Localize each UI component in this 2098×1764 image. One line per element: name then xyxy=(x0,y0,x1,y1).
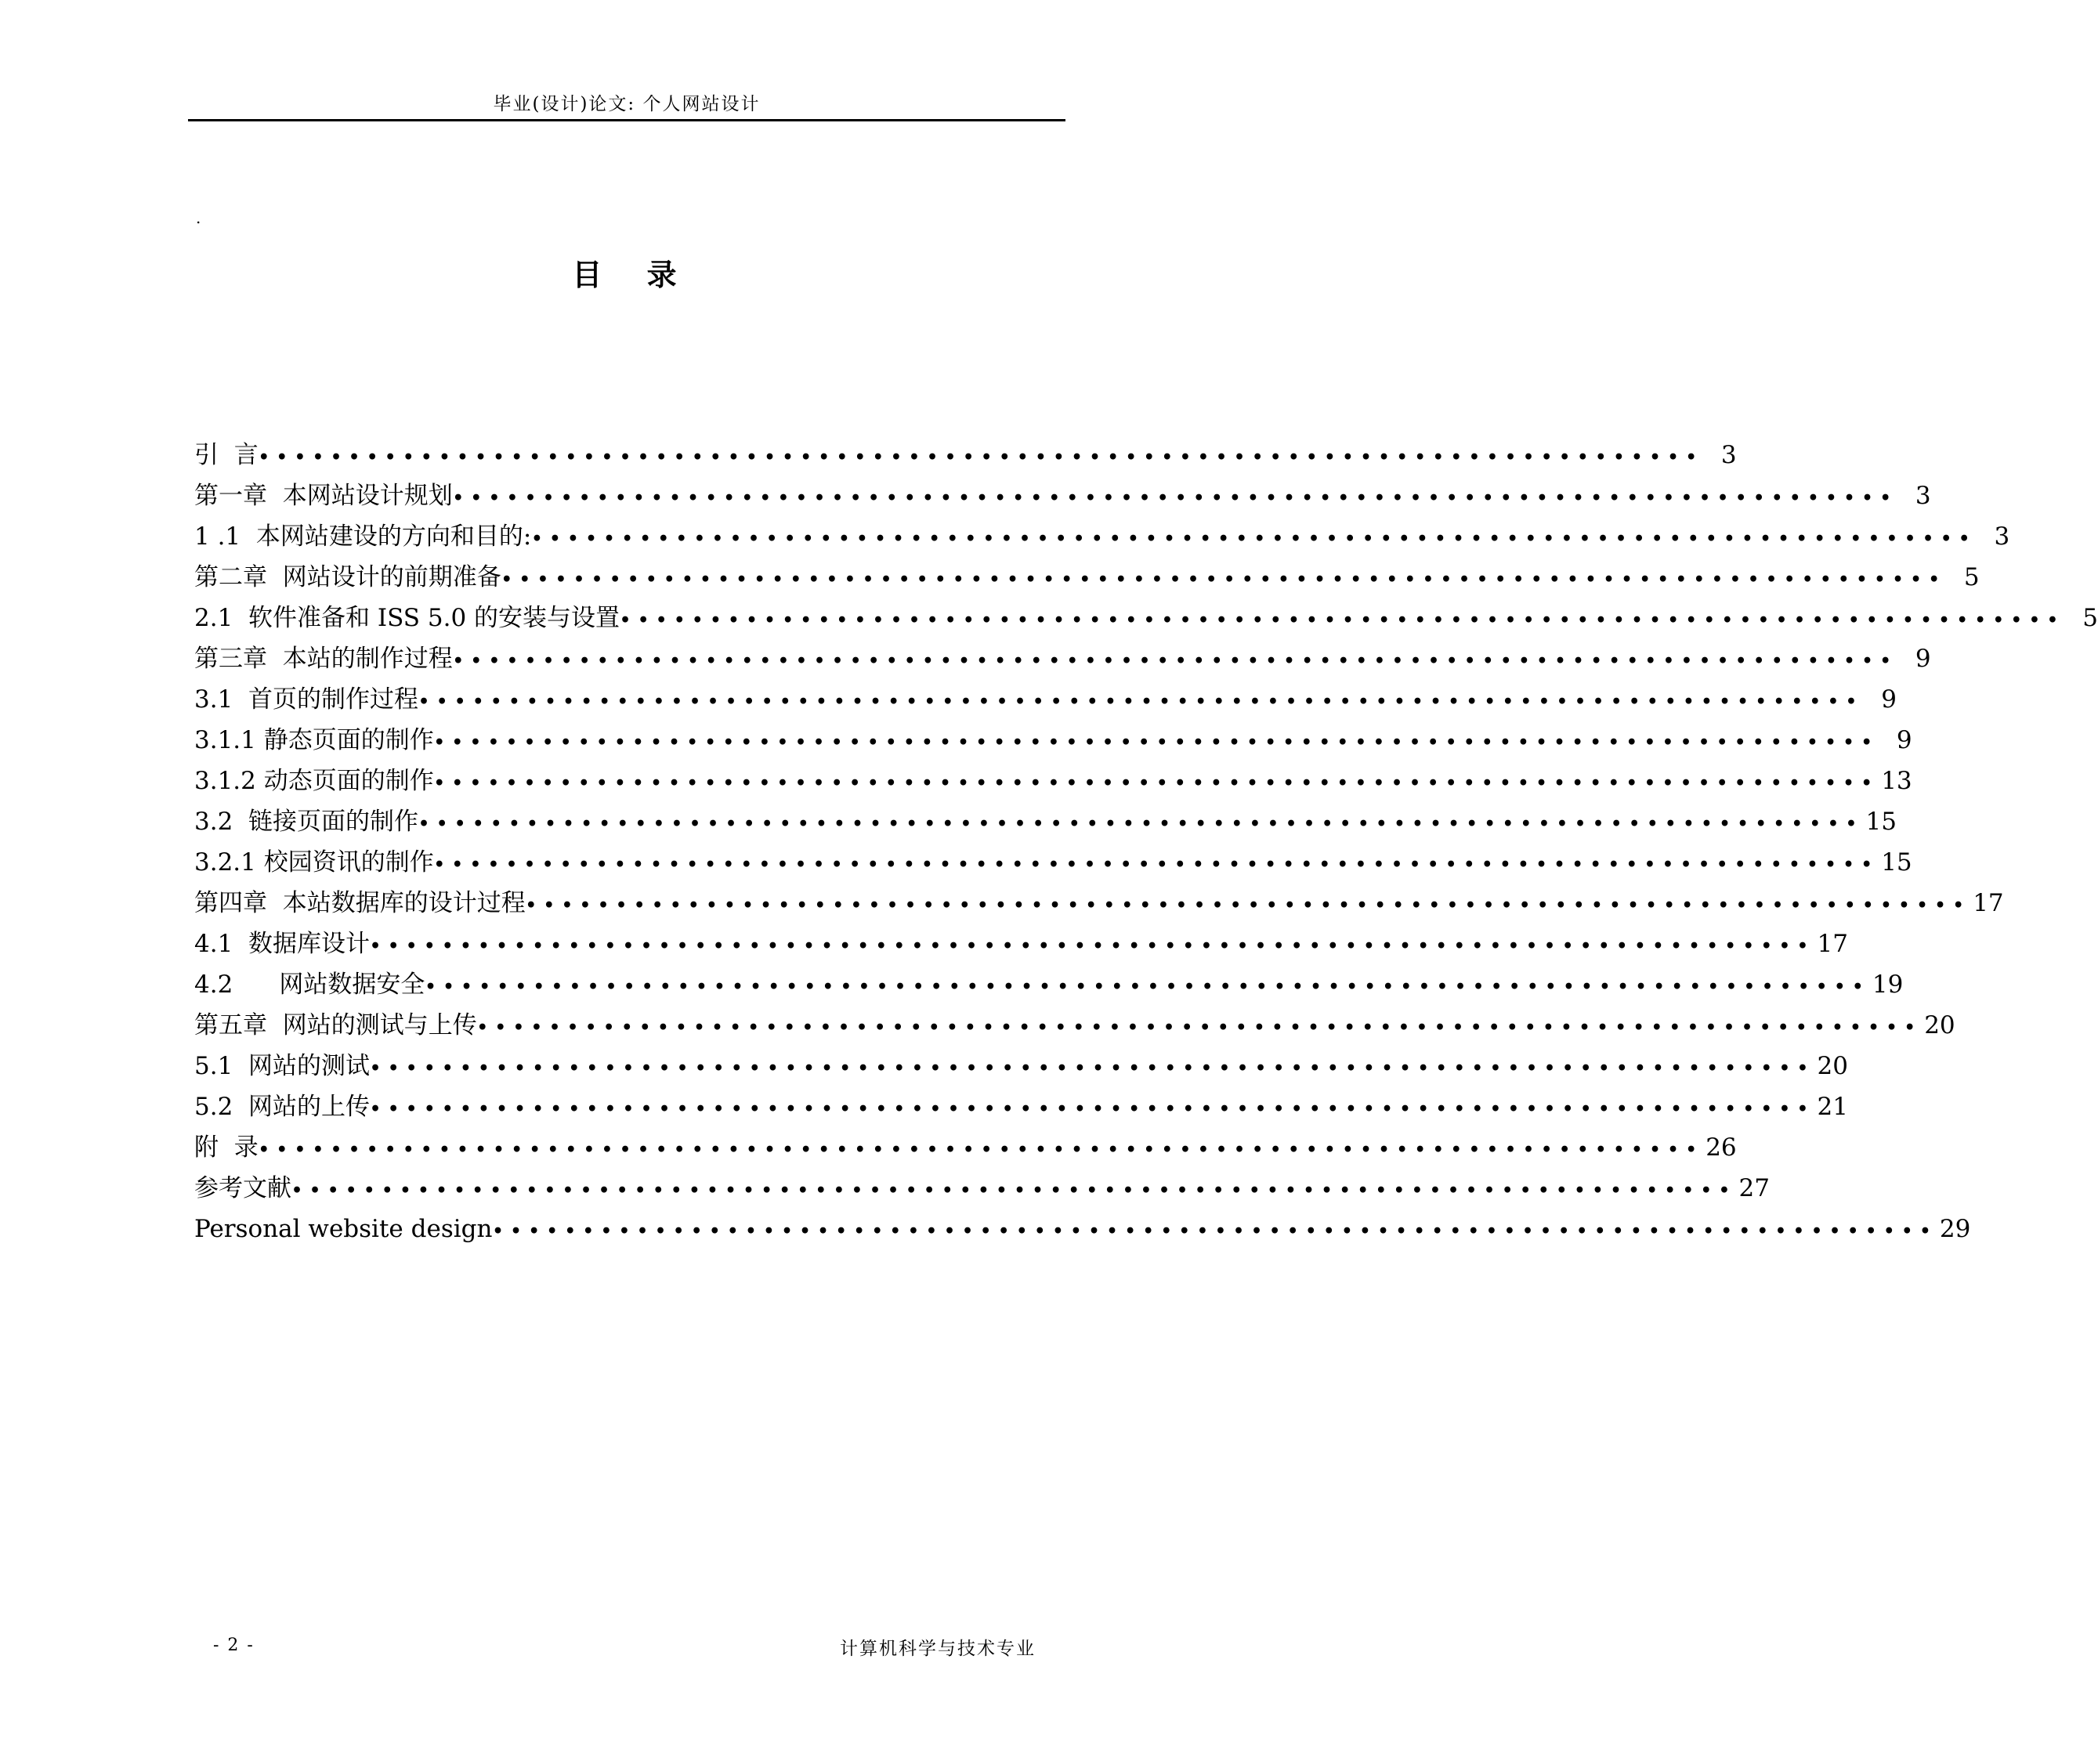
toc-leader-dots: •••••••••••••••••••••••••••••••••••••••••••••••••••••••••••••••••••••••••••••••• xyxy=(291,1180,1737,1201)
toc-entry-label: 引 言 xyxy=(194,441,259,469)
toc-entry[interactable] xyxy=(194,516,2010,557)
toc-title: 目 录 xyxy=(572,258,694,292)
toc-entry[interactable] xyxy=(194,801,1897,842)
toc-leader-dots: •••••••••••••••••••••••••••••••••••••••••••••••••••••••••••••••••••••••••••••••• xyxy=(525,895,1971,916)
toc-entry-label: 1 .1 本网站建设的方向和目的: xyxy=(194,522,532,551)
toc-entry-page: 5 xyxy=(2082,604,2098,632)
toc-entry-label: 第四章 本站数据库的设计过程 xyxy=(194,889,526,917)
toc-entry-label: 3.1.1 静态页面的制作 xyxy=(194,726,434,754)
toc-entry-page: 20 xyxy=(1817,1052,1848,1080)
toc-entry-label: 4.1 数据库设计 xyxy=(194,930,371,958)
toc-entry[interactable] xyxy=(194,1127,1737,1168)
toc-entry[interactable] xyxy=(194,557,1980,598)
page-header-title: 毕业(设计)论文: 个人网站设计 xyxy=(493,94,761,114)
toc-leader-dots: •••••••••••••••••••••••••••••••••••••••••••••••••••••••••••••••••••••••••••••••• xyxy=(370,1058,1815,1079)
stray-mark: . xyxy=(196,208,201,227)
toc-entry-page: 17 xyxy=(1817,930,1848,958)
toc-entry-page: 21 xyxy=(1817,1093,1848,1121)
toc-entry-page: 27 xyxy=(1738,1174,1770,1202)
toc-entry-page: 29 xyxy=(1939,1215,1971,1243)
footer-major: 计算机科学与技术专业 xyxy=(840,1639,1036,1659)
toc-entry-label: 3.1 首页的制作过程 xyxy=(194,685,419,714)
toc-entry-label: 参考文献 xyxy=(194,1174,291,1202)
toc-entry[interactable] xyxy=(194,1168,1770,1209)
toc-leader-dots: •••••••••••••••••••••••••••••••••••••••••••••••••••••••••••••••••••••••••••••••• xyxy=(452,651,1898,671)
toc-entry[interactable] xyxy=(194,761,1912,801)
toc-leader-dots: •••••••••••••••••••••••••••••••••••••••••••••••••••••••••••••••••••••••••••••••• xyxy=(620,610,2065,631)
toc-entry-label: 3.1.2 动态页面的制作 xyxy=(194,767,434,795)
toc-entry-label: Personal website design xyxy=(194,1215,493,1243)
toc-entry[interactable] xyxy=(194,1086,1848,1127)
toc-entry[interactable] xyxy=(194,842,1912,883)
header-rule xyxy=(188,119,1065,121)
toc-entry-label: 第二章 网站设计的前期准备 xyxy=(194,563,501,591)
toc-leader-dots: •••••••••••••••••••••••••••••••••••••••••••••••••••••••••••••••••••••••••••••••• xyxy=(433,773,1879,793)
footer-page-number: - 2 - xyxy=(213,1636,255,1655)
toc-entry-page: 17 xyxy=(1973,889,2004,917)
toc-leader-dots: •••••••••••••••••••••••••••••••••••••••••••••••••••••••••••••••••••••••••••••••• xyxy=(452,488,1898,508)
toc-leader-dots: •••••••••••••••••••••••••••••••••••••••••••••••••••••••••••••••••••••••••••••••• xyxy=(258,447,1704,468)
toc-entry-page: 26 xyxy=(1706,1133,1737,1162)
toc-leader-dots: •••••••••••••••••••••••••••••••••••••••••••••••••••••••••••••••••••••••••••••••• xyxy=(433,732,1879,753)
toc-entry-page: 13 xyxy=(1881,767,1912,795)
toc-leader-dots: •••••••••••••••••••••••••••••••••••••••••••••••••••••••••••••••••••••••••••••••• xyxy=(370,1099,1815,1119)
toc-entry-label: 第五章 网站的测试与上传 xyxy=(194,1011,477,1039)
toc-entry-page: 19 xyxy=(1872,971,1904,999)
toc-leader-dots: •••••••••••••••••••••••••••••••••••••••••••••••••••••••••••••••••••••••••••••••• xyxy=(531,529,1977,549)
toc-entry[interactable] xyxy=(194,1209,1971,1249)
toc-entry-label: 5.1 网站的测试 xyxy=(194,1052,371,1080)
toc-entry[interactable] xyxy=(194,638,1931,679)
toc-entry[interactable] xyxy=(194,964,1904,1005)
toc-entry[interactable] xyxy=(194,435,1737,475)
toc-leader-dots: •••••••••••••••••••••••••••••••••••••••••••••••••••••••••••••••••••••••••••••••• xyxy=(425,977,1871,997)
toc-entry-page: 3 xyxy=(1720,441,1737,469)
toc-entry-page: 5 xyxy=(1963,563,1980,591)
table-of-contents xyxy=(194,435,2098,1249)
toc-entry-page: 9 xyxy=(1915,645,1931,673)
toc-entry-page: 3 xyxy=(1994,522,2010,551)
toc-entry-page: 3 xyxy=(1915,482,1931,510)
toc-entry-label: 附 录 xyxy=(194,1133,259,1162)
toc-entry-label: 第三章 本站的制作过程 xyxy=(194,645,453,673)
toc-leader-dots: •••••••••••••••••••••••••••••••••••••••••••••••••••••••••••••••••••••••••••••••• xyxy=(258,1140,1704,1160)
toc-entry-label: 5.2 网站的上传 xyxy=(194,1093,371,1121)
toc-entry-page: 15 xyxy=(1865,808,1897,836)
toc-entry[interactable] xyxy=(194,1005,1955,1046)
toc-leader-dots: •••••••••••••••••••••••••••••••••••••••••••••••••••••••••••••••••••••••••••••••• xyxy=(418,692,1864,712)
toc-entry[interactable] xyxy=(194,883,2004,924)
toc-leader-dots: •••••••••••••••••••••••••••••••••••••••••••••••••••••••••••••••••••••••••••••••• xyxy=(418,814,1864,834)
toc-entry[interactable] xyxy=(194,924,1848,964)
toc-leader-dots: •••••••••••••••••••••••••••••••••••••••••••••••••••••••••••••••••••••••••••••••• xyxy=(476,1018,1923,1038)
toc-entry[interactable] xyxy=(194,720,1912,761)
toc-leader-dots: •••••••••••••••••••••••••••••••••••••••••••••••••••••••••••••••••••••••••••••••• xyxy=(501,569,1947,590)
toc-entry-page: 15 xyxy=(1881,848,1912,877)
toc-leader-dots: •••••••••••••••••••••••••••••••••••••••••••••••••••••••••••••••••••••••••••••••• xyxy=(370,936,1815,956)
toc-leader-dots: •••••••••••••••••••••••••••••••••••••••••••••••••••••••••••••••••••••••••••••••• xyxy=(492,1221,1938,1242)
toc-entry-label: 2.1 软件准备和 ISS 5.0 的安装与设置 xyxy=(194,604,620,632)
toc-entry-label: 3.2.1 校园资讯的制作 xyxy=(194,848,434,877)
toc-entry-label: 3.2 链接页面的制作 xyxy=(194,808,419,836)
toc-entry[interactable] xyxy=(194,475,1931,516)
toc-entry-page: 20 xyxy=(1924,1011,1955,1039)
toc-leader-dots: •••••••••••••••••••••••••••••••••••••••••••••••••••••••••••••••••••••••••••••••• xyxy=(433,855,1879,875)
toc-entry[interactable] xyxy=(194,679,1897,720)
toc-entry-page: 9 xyxy=(1881,685,1897,714)
toc-entry-page: 9 xyxy=(1896,726,1912,754)
toc-entry-label: 第一章 本网站设计规划 xyxy=(194,482,453,510)
toc-entry[interactable] xyxy=(194,1046,1848,1086)
toc-entry[interactable] xyxy=(194,598,2098,638)
toc-entry-label: 4.2 网站数据安全 xyxy=(194,971,425,999)
